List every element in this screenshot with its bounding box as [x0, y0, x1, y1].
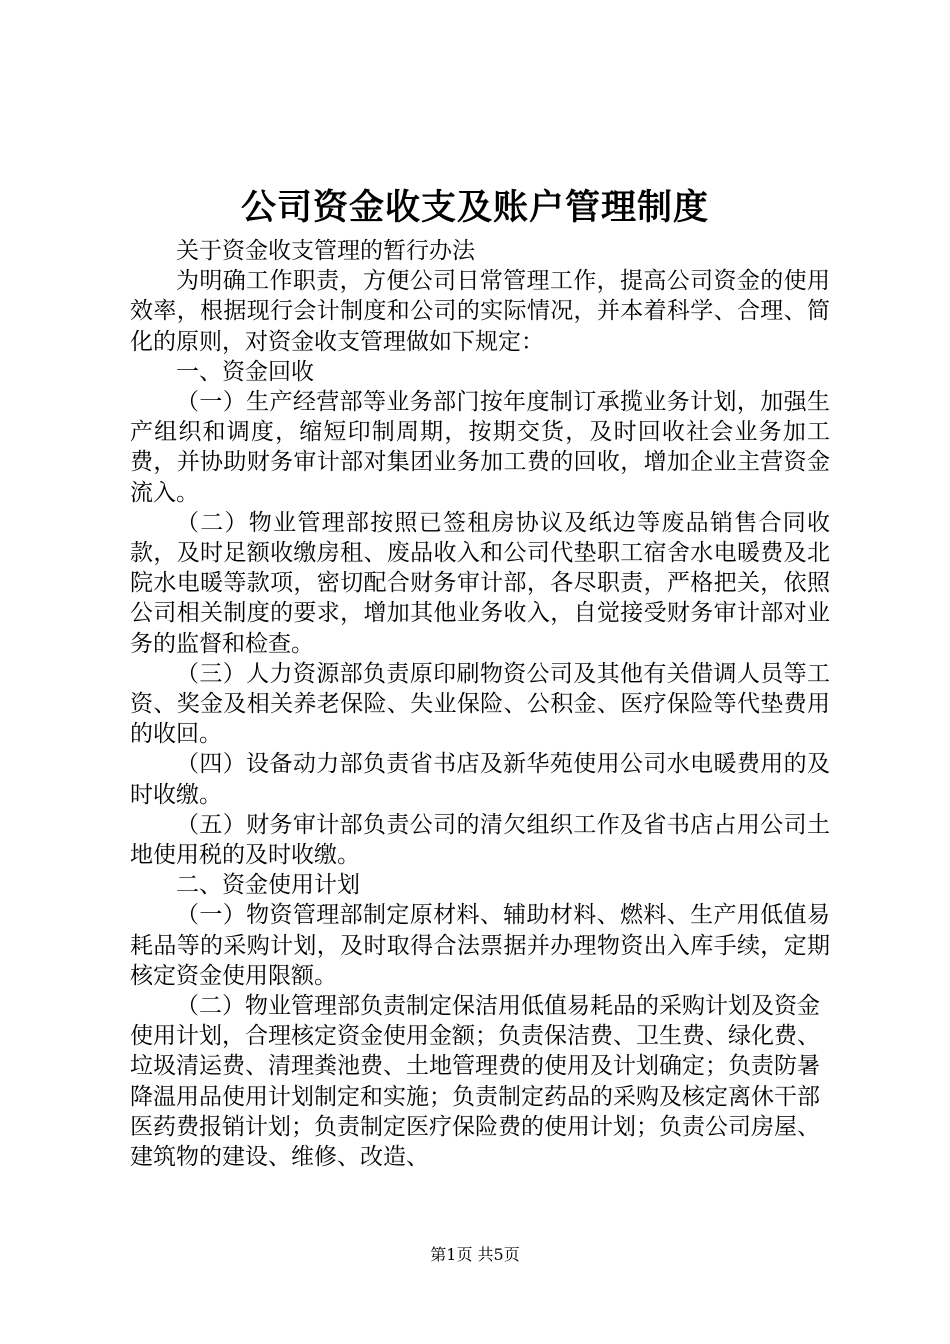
paragraph-recovery-3: （三）人力资源部负责原印刷物资公司及其他有关借调人员等工资、奖金及相关养老保险、失业保险、公积金、医疗保险等代垫费用的收回。 [130, 660, 830, 748]
paragraph-plan-1: （一）物资管理部制定原材料、辅助材料、燃料、生产用低值易耗品等的采购计划，及时取得合法票据并办理物资出入库手续，定期核定资金使用限额。 [130, 902, 830, 989]
paragraph-plan-2: （二）物业管理部负责制定保洁用低值易耗品的采购计划及资金使用计划，合理核定资金使用金额；负责保洁费、卫生费、绿化费、垃圾清运费、清理粪池费、土地管理费的使用及计划确定；负责防暑降温用品使用计划制定和实施；负责制定药品的采购及核定离休干部医药费报销计划；负责制定医疗保险费的使用计划；负责公司房屋、建筑物的建设、维修、改造、 [130, 993, 820, 1171]
section-heading-fund-recovery: 一、资金回收 [176, 358, 314, 385]
paragraph-recovery-4: （四）设备动力部负责省书店及新华苑使用公司水电暖费用的及时收缴。 [130, 751, 830, 808]
page-footer: 第1页 共5页 [430, 1245, 520, 1264]
paragraph-recovery-5: （五）财务审计部负责公司的清欠组织工作及省书店占用公司土地使用税的及时收缴。 [130, 811, 830, 869]
paragraph-recovery-2: （二）物业管理部按照已签租房协议及纸边等废品销售合同收款，及时足额收缴房租、废品收入和公司代垫职工宿舍水电暖费及北院水电暖等款项，密切配合财务审计部，各尽职责，严格把关，依照公司相关制度的要求，增加其他业务收入，自觉接受财务审计部对业务的监督和检查。 [130, 509, 830, 657]
document-body [130, 236, 830, 1172]
paragraph-recovery-1: （一）生产经营部等业务部门按年度制订承揽业务计划，加强生产组织和调度，缩短印制周期，按期交货，及时回收社会业务加工费，并协助财务审计部对集团业务加工费的回收，增加企业主营资金流入。 [130, 389, 830, 506]
document-title: 公司资金收支及账户管理制度 [240, 187, 709, 228]
paragraph-subtitle: 关于资金收支管理的暂行办法 [176, 238, 475, 264]
paragraph-intro: 为明确工作职责，方便公司日常管理工作，提高公司资金的使用效率，根据现行会计制度和公司的实际情况，并本着科学、合理、简化的原则，对资金收支管理做如下规定： [130, 268, 830, 355]
section-heading-fund-plan: 二、资金使用计划 [176, 872, 360, 899]
